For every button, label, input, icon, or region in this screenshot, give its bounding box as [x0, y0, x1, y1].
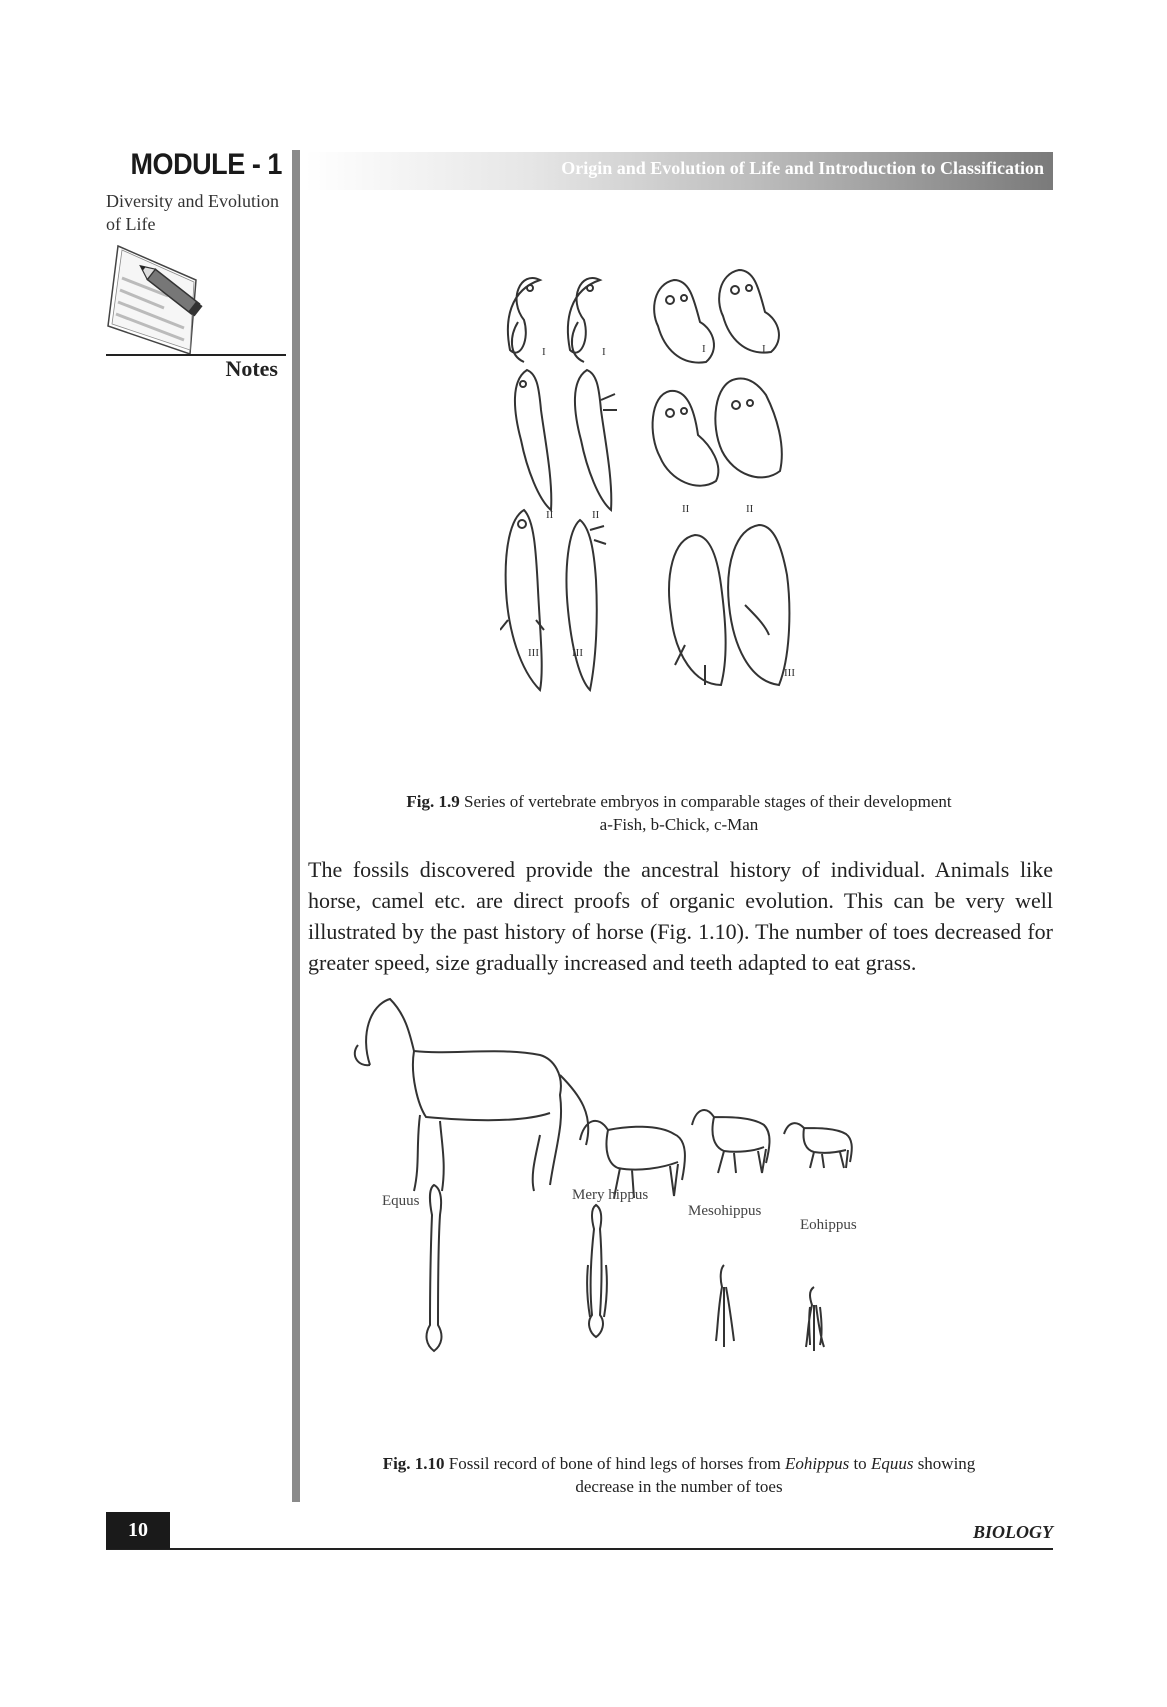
footer-subject: BIOLOGY	[973, 1522, 1053, 1542]
stage-mark: III	[528, 647, 539, 659]
horse-label-mesohippus: Mesohippus	[688, 1203, 762, 1219]
stage-mark: I	[762, 343, 766, 355]
horse-evolution-figure	[350, 995, 940, 1405]
chick-embryo-stage-3	[567, 520, 607, 690]
figure-1-9-label: Fig. 1.9	[406, 792, 460, 811]
footer-rule	[106, 1548, 1053, 1550]
embryo-series-figure	[500, 260, 960, 760]
figure-1-10-caption-em2: Equus	[870, 1454, 914, 1473]
equus-leg-bone	[427, 1185, 442, 1351]
mesohippus-drawing	[692, 1110, 770, 1173]
stage-mark: I	[602, 346, 606, 358]
figure-1-10-caption-part3: showing	[917, 1454, 976, 1473]
eohippus-drawing	[784, 1123, 852, 1168]
notes-label: Notes	[225, 356, 278, 381]
horse-label-equus: Equus	[382, 1193, 420, 1209]
stage-mark: II	[746, 503, 754, 515]
page-number: 10	[106, 1512, 170, 1549]
man-embryo-stage-3	[728, 525, 789, 685]
module-label: MODULE - 1	[130, 148, 282, 181]
figure-1-10-caption-part2: to	[853, 1454, 867, 1473]
eohippus-leg-bone	[806, 1287, 824, 1351]
body-paragraph: The fossils discovered provide the ancestral history of individual. Animals like horse, camel etc. are direct proofs of organic evolution. This can be very well illustrated by the past history of horse (Fig. 1.10). The number of toes decreased for greater speed, size gradually increased and teeth adapted to eat grass.	[308, 857, 1053, 975]
notes-pencil-icon	[104, 244, 216, 364]
equus-horse-drawing	[355, 999, 589, 1191]
fish-embryo-stage-3	[500, 510, 544, 690]
stage-mark: III	[572, 647, 583, 659]
stage-mark: I	[702, 343, 706, 355]
chapter-header-band	[305, 152, 1053, 190]
figure-1-9-caption-line1: Series of vertebrate embryos in comparable stages of their development	[463, 792, 952, 811]
man-embryo-stage-2	[715, 379, 781, 478]
pig-embryo-stage-3	[669, 535, 726, 685]
fish-embryo-stage-2	[515, 370, 551, 510]
horse-label-eohippus: Eohippus	[800, 1217, 857, 1233]
chick-embryo-stage-1	[568, 278, 600, 362]
figure-1-9-caption-line2: a-Fish, b-Chick, c-Man	[599, 815, 759, 834]
figure-1-10-caption	[305, 1452, 1053, 1498]
figure-1-10-label: Fig. 1.10	[382, 1454, 445, 1473]
figure-1-10-caption-em1: Eohippus	[784, 1454, 850, 1473]
stage-mark: II	[546, 509, 554, 521]
man-embryo-stage-1	[719, 270, 779, 353]
pig-embryo-stage-2	[653, 391, 719, 486]
sidebar-divider	[292, 150, 300, 1502]
stage-mark: I	[542, 346, 546, 358]
mesohippus-leg-bone	[716, 1265, 734, 1347]
stage-mark: III	[784, 667, 795, 679]
stage-mark: II	[592, 509, 600, 521]
module-subtitle: Diversity and Evolution of Life	[106, 191, 279, 234]
stage-mark: II	[682, 503, 690, 515]
chapter-title: Origin and Evolution of Life and Introduction to Classification	[561, 158, 1044, 178]
chick-embryo-stage-2	[575, 370, 617, 510]
merychippus-leg-bone	[587, 1205, 607, 1337]
fish-embryo-stage-1	[508, 278, 540, 362]
horse-label-merychippus: Mery hippus	[572, 1187, 649, 1203]
figure-1-9-caption	[305, 790, 1053, 836]
figure-1-10-caption-part1: Fossil record of bone of hind legs of horses from	[448, 1454, 781, 1473]
figure-1-10-caption-line2: decrease in the number of toes	[575, 1477, 783, 1496]
